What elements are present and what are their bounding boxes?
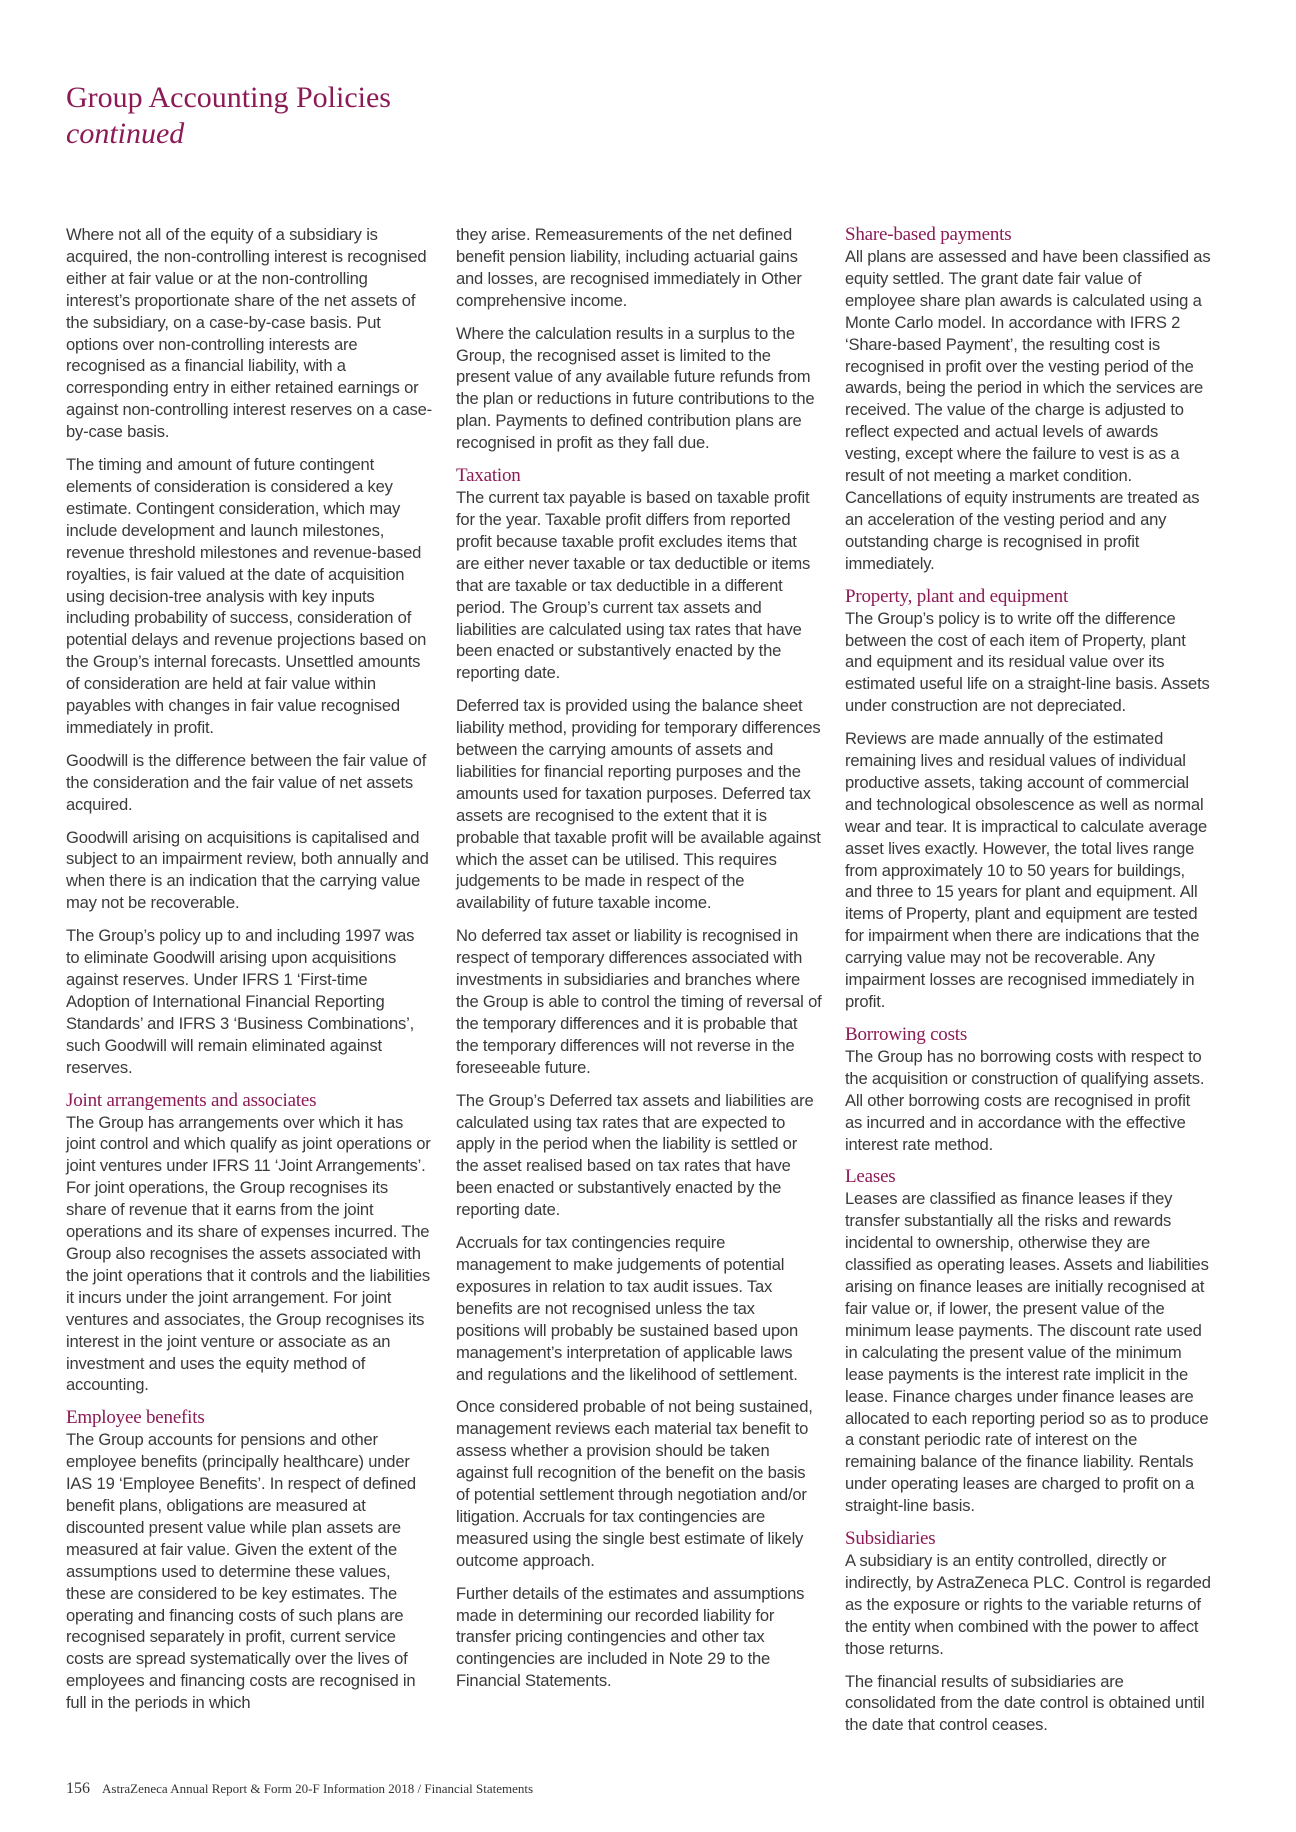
paragraph: Reviews are made annually of the estimated remaining lives and residual values of individual productive assets, taking account of commercial and technological obsolescence as well as normal wear and tear. It is impractical to calculate average asset lives exactly. However, the total lives range from approximately 10 to 50 years for buildings, and three to 15 years for plant and equipment. All items of Property, plant and equipment are tested for impairment when there are indications that the carrying value may not be recoverable. Any impairment losses are recognised immediately in profit. bbox=[845, 729, 1208, 1011]
paragraph: The Group’s Deferred tax assets and liabilities are calculated using tax rates that are expected to apply in the period when the liability is settled or the asset realised based on tax rates that have been enacted or substantively enacted by the reporting date. bbox=[456, 1090, 814, 1220]
section-heading-borrowing-costs: Borrowing costs bbox=[845, 1023, 968, 1045]
column-3 bbox=[845, 224, 1211, 1747]
paragraph: The Group’s policy up to and including 1997 was to eliminate Goodwill arising upon acquisitions against reserves. Under IFRS 1 ‘First-time Adoption of International Financial Reporting Standards’ and IFRS 3 ‘Business Combinations’, such Goodwill will remain eliminated against reserves. bbox=[66, 926, 415, 1077]
column-1 bbox=[66, 224, 432, 1725]
section-heading-property-plant-equipment: Property, plant and equipment bbox=[845, 585, 1069, 607]
paragraph: The timing and amount of future contingent elements of consideration is considered a key estimate. Contingent consideration, which may include development and launch milestones, revenue threshold milestones and revenue-based royalties, is fair valued at the date of acquisition using decision-tree analysis with key inputs including probability of success, consideration of potential delays and revenue projections based on the Group’s internal forecasts. Unsettled amounts of consideration are held at fair value within payables with changes in fair value recognised immediately in profit. bbox=[66, 455, 427, 737]
paragraph: No deferred tax asset or liability is recognised in respect of temporary differences associated with investments in subsidiaries and branches where the Group is able to control the timing of reversal of the temporary differences and it is probable that the temporary differences will not reverse in the foreseeable future. bbox=[456, 926, 822, 1077]
paragraph: Accruals for tax contingencies require management to make judgements of potential exposures in relation to tax audit issues. Tax benefits are not recognised unless the tax positions will probably be sustained based upon management’s interpretation of applicable laws and regulations and the likelihood of settlement. bbox=[456, 1233, 799, 1384]
section-heading-subsidiaries: Subsidiaries bbox=[845, 1528, 936, 1550]
paragraph: Goodwill is the difference between the fair value of the consideration and the fair value of net assets acquired. bbox=[66, 750, 427, 814]
paragraph: The Group has no borrowing costs with respect to the acquisition or construction of qualifying assets. All other borrowing costs are recognised in profit as incurred and in accordance with the effective interest rate method. bbox=[845, 1046, 1205, 1154]
paragraph: All plans are assessed and have been classified as equity settled. The grant date fair value of employee share plan awards is calculated using a Monte Carlo model. In accordance with IFRS 2 ‘Share-based Payment’, the resulting cost is recognised in profit over the vesting period of the awards, being the period in which the services are received. The value of the charge is adjusted to reflect expected and actual levels of awards vesting, except where the failure to vest is as a result of not meeting a market condition. Cancellations of equity instruments are treated as an acceleration of the vesting period and any outstanding charge is recognised in profit immediately. bbox=[845, 247, 1211, 573]
paragraph: Leases are classified as finance leases if they transfer substantially all the risks and rewards incidental to ownership, otherwise they are classified as operating leases. Assets and liabilities arising on finance leases are initially recognised at fair value or, if lower, the present value of the minimum lease payments. The discount rate used in calculating the present value of the minimum lease payments is the interest rate implicit in the lease. Finance charges under finance leases are allocated to each reporting period so as to produce a constant periodic rate of interest on the remaining balance of the finance liability. Rentals under operating leases are charged to profit on a straight-line basis. bbox=[845, 1189, 1209, 1516]
paragraph: Once considered probable of not being sustained, management reviews each material tax benefit to assess whether a provision should be taken against full recognition of the benefit on the basis of potential settlement through negotiation and/or litigation. Accruals for tax contingencies are measured using the single best estimate of likely outcome approach. bbox=[456, 1397, 813, 1570]
paragraph: Goodwill arising on acquisitions is capitalised and subject to an impairment review, both annually and when there is an indication that the carrying value may not be recoverable. bbox=[66, 827, 429, 913]
paragraph: The Group’s policy is to write off the difference between the cost of each item of Property, plant and equipment and its residual value over its estimated useful life on a straight-line basis. Assets under construction are not depreciated. bbox=[845, 608, 1210, 716]
paragraph: The current tax payable is based on taxable profit for the year. Taxable profit differs from reported profit because taxable profit excludes items that are either never taxable or tax deductible or items that are taxable or tax deductible in a different period. The Group’s current tax assets and liabilities are calculated using tax rates that have been enacted or substantively enacted by the reporting date. bbox=[456, 488, 811, 683]
footer-text: AstraZeneca Annual Report & Form 20-F Information 2018 / Financial Statements bbox=[102, 1781, 534, 1796]
page-title-main: Group Accounting Policies bbox=[66, 81, 391, 114]
page-number: 156 bbox=[66, 1780, 90, 1797]
paragraph: Deferred tax is provided using the balance sheet liability method, providing for temporary differences between the carrying amounts of assets and liabilities for financial reporting purposes and the amounts used for taxation purposes. Deferred tax assets are recognised to the extent that it is probable that taxable profit will be available against which the asset can be utilised. This requires judgements to be made in respect of the availability of future taxable income. bbox=[456, 696, 821, 913]
section-heading-taxation: Taxation bbox=[456, 465, 521, 487]
paragraph: Where the calculation results in a surplus to the Group, the recognised asset is limited to the present value of any available future refunds from the plan or reductions in future contributions to the plan. Payments to defined contribution plans are recognised in profit as they fall due. bbox=[456, 323, 815, 453]
section-heading-share-based-payments: Share-based payments bbox=[845, 224, 1012, 245]
paragraph: A subsidiary is an entity controlled, directly or indirectly, by AstraZeneca PLC. Control is regarded as the exposure or rights to the variable returns of the entity when combined with the power to affect those returns. bbox=[845, 1551, 1211, 1658]
column-2 bbox=[456, 224, 822, 1703]
paragraph: The Group accounts for pensions and other employee benefits (principally healthcare) under IAS 19 ‘Employee Benefits’. In respect of defined benefit plans, obligations are measured at discounted present value while plan assets are measured at fair value. Given the extent of the assumptions used to determine these values, these are considered to be key estimates. The operating and financing costs of such plans are recognised separately in profit, current service costs are spread systematically over the lives of employees and financing costs are recognised in full in the periods in which bbox=[66, 1430, 416, 1713]
page-title-continued: continued bbox=[66, 117, 185, 150]
section-heading-employee-benefits: Employee benefits bbox=[66, 1407, 205, 1429]
paragraph: Further details of the estimates and assumptions made in determining our recorded liability for transfer pricing contingencies and other tax contingencies are included in Note 29 to the Financial Statements. bbox=[456, 1583, 805, 1691]
paragraph: The Group has arrangements over which it has joint control and which qualify as joint operations or joint ventures under IFRS 11 ‘Joint Arrangements’. For joint operations, the Group recognises its share of revenue that it earns from the joint operations and its share of expenses incurred. The Group also recognises the assets associated with the joint operations that it controls and the liabilities it incurs under the joint arrangement. For joint ventures and associates, the Group recognises its interest in the joint venture or associate as an investment and uses the equity method of accounting. bbox=[66, 1112, 431, 1395]
section-heading-leases: Leases bbox=[845, 1166, 896, 1188]
page-footer bbox=[66, 1780, 533, 1798]
paragraph: Where not all of the equity of a subsidiary is acquired, the non-controlling interest is recognised either at fair value or at the non-controlling interest’s proportionate share of the net assets of the subsidiary, on a case-by-case basis. Put options over non-controlling interests are recognised as a financial liability, with a corresponding entry in either retained earnings or against non-controlling interest reserves on a case-by-case basis. bbox=[66, 225, 432, 442]
paragraph: The financial results of subsidiaries are consolidated from the date control is obtained until the date that control ceases. bbox=[845, 1671, 1205, 1735]
page-title bbox=[66, 80, 391, 152]
paragraph: they arise. Remeasurements of the net defined benefit pension liability, including actuarial gains and losses, are recognised immediately in Other comprehensive income. bbox=[456, 225, 802, 310]
section-heading-joint-arrangements: Joint arrangements and associates bbox=[66, 1089, 317, 1111]
